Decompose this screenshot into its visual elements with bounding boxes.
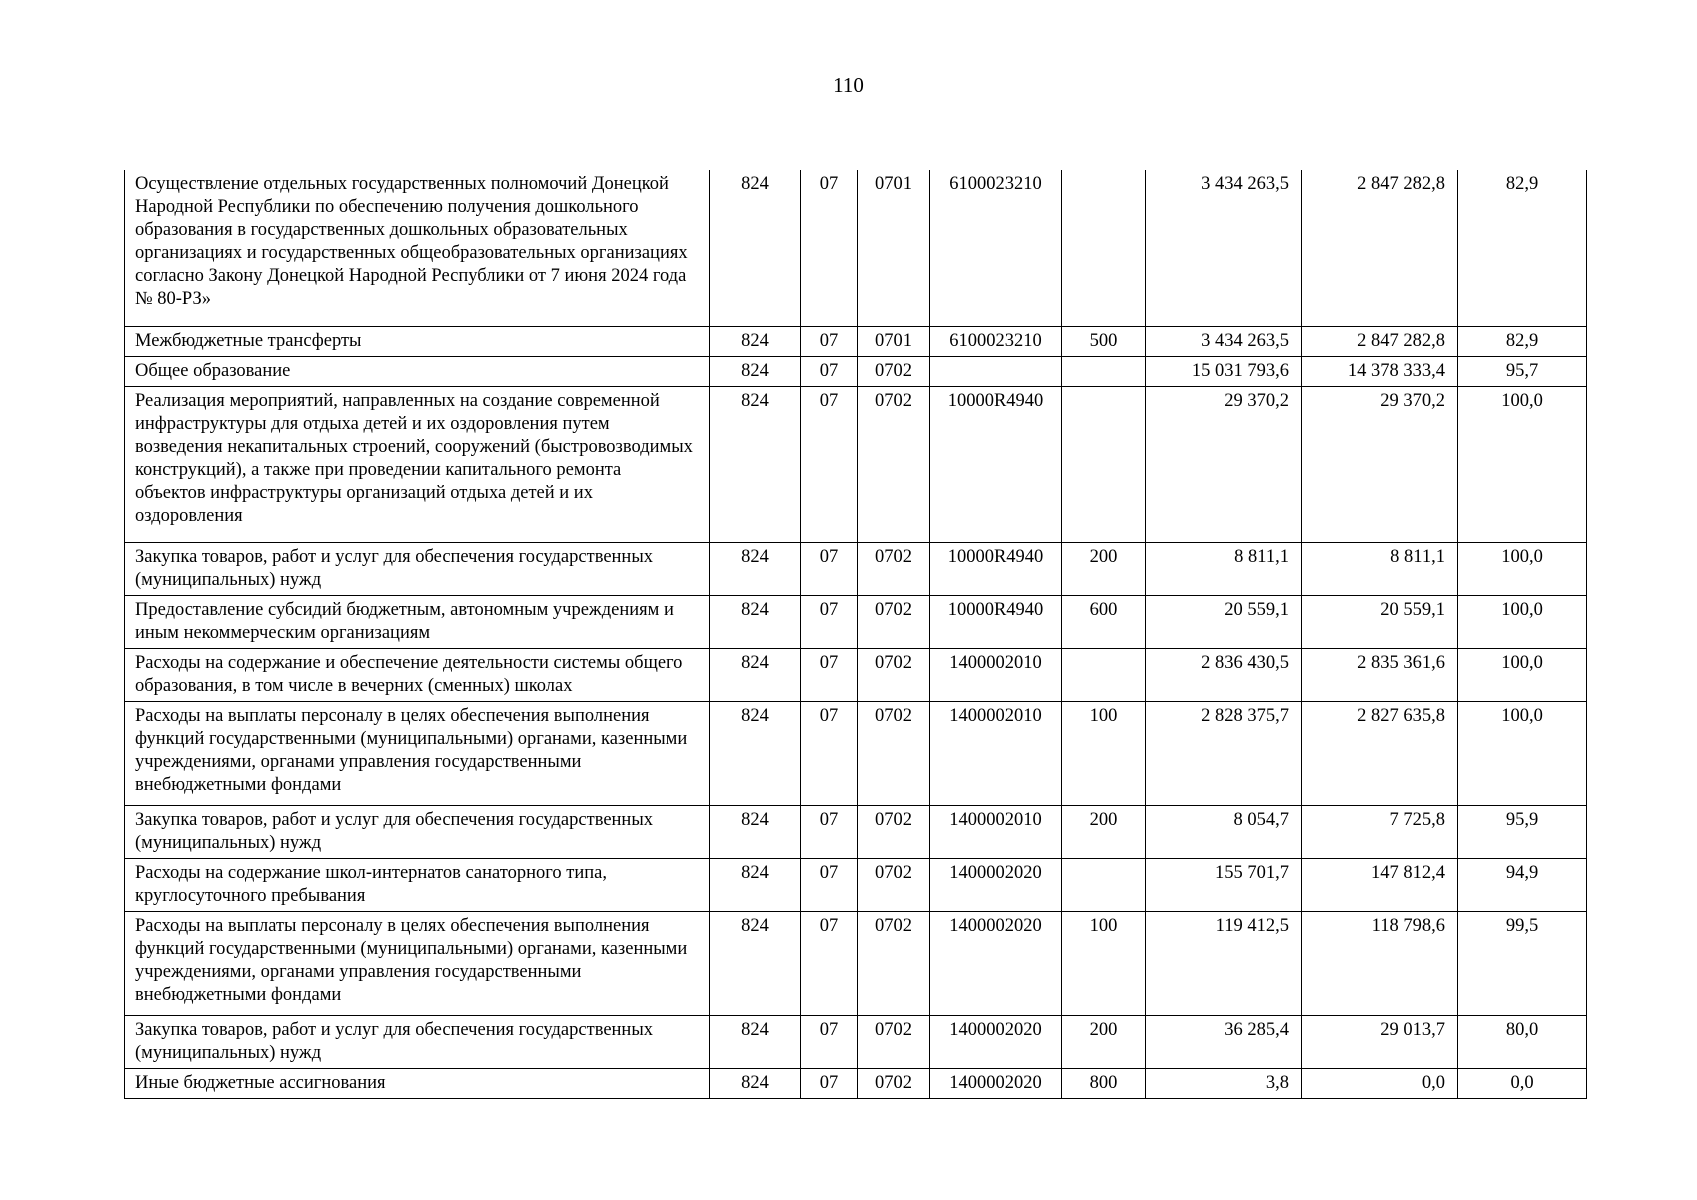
row-percent: 80,0 [1458,1015,1587,1068]
table-row [125,595,1587,648]
row-expense-type [1062,648,1146,701]
row-subsection: 0701 [858,170,930,326]
row-executed: 29 370,2 [1302,386,1458,542]
row-percent: 82,9 [1458,326,1587,356]
table-row [125,326,1587,356]
row-approved: 29 370,2 [1146,386,1302,542]
row-section: 07 [801,542,858,595]
row-executed: 29 013,7 [1302,1015,1458,1068]
row-ved: 824 [710,858,801,911]
row-section: 07 [801,701,858,805]
row-approved: 20 559,1 [1146,595,1302,648]
row-name: Расходы на содержание школ-интернатов санаторного типа, круглосуточного пребывания [125,858,710,911]
row-target-article [930,356,1062,386]
row-ved: 824 [710,1068,801,1098]
row-section: 07 [801,911,858,1015]
row-executed: 2 847 282,8 [1302,170,1458,326]
row-approved: 119 412,5 [1146,911,1302,1015]
table-row [125,911,1587,1015]
row-percent: 95,9 [1458,805,1587,858]
row-subsection: 0702 [858,805,930,858]
row-expense-type: 200 [1062,542,1146,595]
row-percent: 100,0 [1458,595,1587,648]
row-executed: 147 812,4 [1302,858,1458,911]
row-name: Общее образование [125,356,710,386]
row-percent: 99,5 [1458,911,1587,1015]
row-expense-type [1062,170,1146,326]
row-percent: 100,0 [1458,648,1587,701]
row-ved: 824 [710,595,801,648]
table-body [125,170,1587,1098]
row-target-article: 1400002020 [930,911,1062,1015]
row-target-article: 6100023210 [930,326,1062,356]
row-section: 07 [801,170,858,326]
row-expense-type [1062,858,1146,911]
row-approved: 2 836 430,5 [1146,648,1302,701]
row-percent: 82,9 [1458,170,1587,326]
row-name: Предоставление субсидий бюджетным, автономным учреждениям и иным некоммерческим организациям [125,595,710,648]
table-row [125,170,1587,326]
table-row [125,1015,1587,1068]
page-number: 110 [833,73,864,97]
row-approved: 3 434 263,5 [1146,170,1302,326]
row-approved: 2 828 375,7 [1146,701,1302,805]
row-section: 07 [801,386,858,542]
row-percent: 100,0 [1458,386,1587,542]
row-name: Осуществление отдельных государственных полномочий Донецкой Народной Республики по обеспечению получения дошкольного образования в государственных дошкольных образовательных организациях и государственных общеобразовательных организациях согласно Закону Донецкой Народной Республики от 7 июня 2024 года № 80-РЗ» [125,170,710,326]
row-name: Расходы на содержание и обеспечение деятельности системы общего образования, в том числе в вечерних (сменных) школах [125,648,710,701]
table-row [125,858,1587,911]
row-expense-type: 200 [1062,1015,1146,1068]
row-ved: 824 [710,1015,801,1068]
budget-table [124,170,1587,1099]
table-row [125,542,1587,595]
row-executed: 118 798,6 [1302,911,1458,1015]
table-row [125,356,1587,386]
row-executed: 7 725,8 [1302,805,1458,858]
row-name: Расходы на выплаты персоналу в целях обеспечения выполнения функций государственными (муниципальными) органами, казенными учреждениями, органами управления государственными внебюджетными фондами [125,911,710,1015]
row-executed: 0,0 [1302,1068,1458,1098]
row-target-article: 10000R4940 [930,595,1062,648]
table-row [125,1068,1587,1098]
row-target-article: 1400002010 [930,805,1062,858]
row-section: 07 [801,356,858,386]
row-target-article: 10000R4940 [930,542,1062,595]
row-section: 07 [801,805,858,858]
table-row [125,805,1587,858]
row-target-article: 1400002010 [930,701,1062,805]
row-section: 07 [801,1015,858,1068]
row-target-article: 1400002020 [930,858,1062,911]
row-target-article: 1400002020 [930,1068,1062,1098]
row-ved: 824 [710,386,801,542]
row-subsection: 0702 [858,386,930,542]
row-percent: 0,0 [1458,1068,1587,1098]
row-executed: 8 811,1 [1302,542,1458,595]
row-name: Закупка товаров, работ и услуг для обеспечения государственных (муниципальных) нужд [125,1015,710,1068]
row-ved: 824 [710,648,801,701]
row-expense-type [1062,386,1146,542]
row-executed: 14 378 333,4 [1302,356,1458,386]
row-name: Межбюджетные трансферты [125,326,710,356]
row-subsection: 0702 [858,1015,930,1068]
table-row [125,701,1587,805]
row-expense-type: 100 [1062,701,1146,805]
row-ved: 824 [710,805,801,858]
row-target-article: 10000R4940 [930,386,1062,542]
row-percent: 100,0 [1458,701,1587,805]
table-row [125,386,1587,542]
row-ved: 824 [710,170,801,326]
row-subsection: 0702 [858,356,930,386]
row-executed: 20 559,1 [1302,595,1458,648]
row-name: Закупка товаров, работ и услуг для обеспечения государственных (муниципальных) нужд [125,542,710,595]
row-subsection: 0702 [858,911,930,1015]
row-name: Закупка товаров, работ и услуг для обеспечения государственных (муниципальных) нужд [125,805,710,858]
table-row [125,648,1587,701]
row-executed: 2 827 635,8 [1302,701,1458,805]
row-name: Иные бюджетные ассигнования [125,1068,710,1098]
row-executed: 2 847 282,8 [1302,326,1458,356]
row-approved: 36 285,4 [1146,1015,1302,1068]
row-section: 07 [801,858,858,911]
row-target-article: 1400002010 [930,648,1062,701]
row-expense-type: 500 [1062,326,1146,356]
row-ved: 824 [710,911,801,1015]
row-subsection: 0702 [858,1068,930,1098]
row-approved: 155 701,7 [1146,858,1302,911]
row-section: 07 [801,326,858,356]
row-ved: 824 [710,701,801,805]
row-section: 07 [801,648,858,701]
row-percent: 94,9 [1458,858,1587,911]
row-percent: 100,0 [1458,542,1587,595]
row-expense-type [1062,356,1146,386]
row-ved: 824 [710,356,801,386]
row-subsection: 0702 [858,648,930,701]
row-name: Реализация мероприятий, направленных на создание современной инфраструктуры для отдыха детей и их оздоровления путем возведения некапитальных строений, сооружений (быстровозводимых конструкций), а также при проведении капитального ремонта объектов инфраструктуры организаций отдыха детей и их оздоровления [125,386,710,542]
row-subsection: 0702 [858,858,930,911]
row-approved: 3 434 263,5 [1146,326,1302,356]
row-target-article: 6100023210 [930,170,1062,326]
row-ved: 824 [710,542,801,595]
row-subsection: 0702 [858,701,930,805]
row-expense-type: 100 [1062,911,1146,1015]
row-executed: 2 835 361,6 [1302,648,1458,701]
row-approved: 8 811,1 [1146,542,1302,595]
row-expense-type: 200 [1062,805,1146,858]
row-name: Расходы на выплаты персоналу в целях обеспечения выполнения функций государственными (муниципальными) органами, казенными учреждениями, органами управления государственными внебюджетными фондами [125,701,710,805]
row-approved: 15 031 793,6 [1146,356,1302,386]
row-subsection: 0702 [858,595,930,648]
row-expense-type: 800 [1062,1068,1146,1098]
row-section: 07 [801,1068,858,1098]
row-subsection: 0702 [858,542,930,595]
row-expense-type: 600 [1062,595,1146,648]
row-approved: 8 054,7 [1146,805,1302,858]
row-subsection: 0701 [858,326,930,356]
row-section: 07 [801,595,858,648]
row-percent: 95,7 [1458,356,1587,386]
row-approved: 3,8 [1146,1068,1302,1098]
row-ved: 824 [710,326,801,356]
row-target-article: 1400002020 [930,1015,1062,1068]
